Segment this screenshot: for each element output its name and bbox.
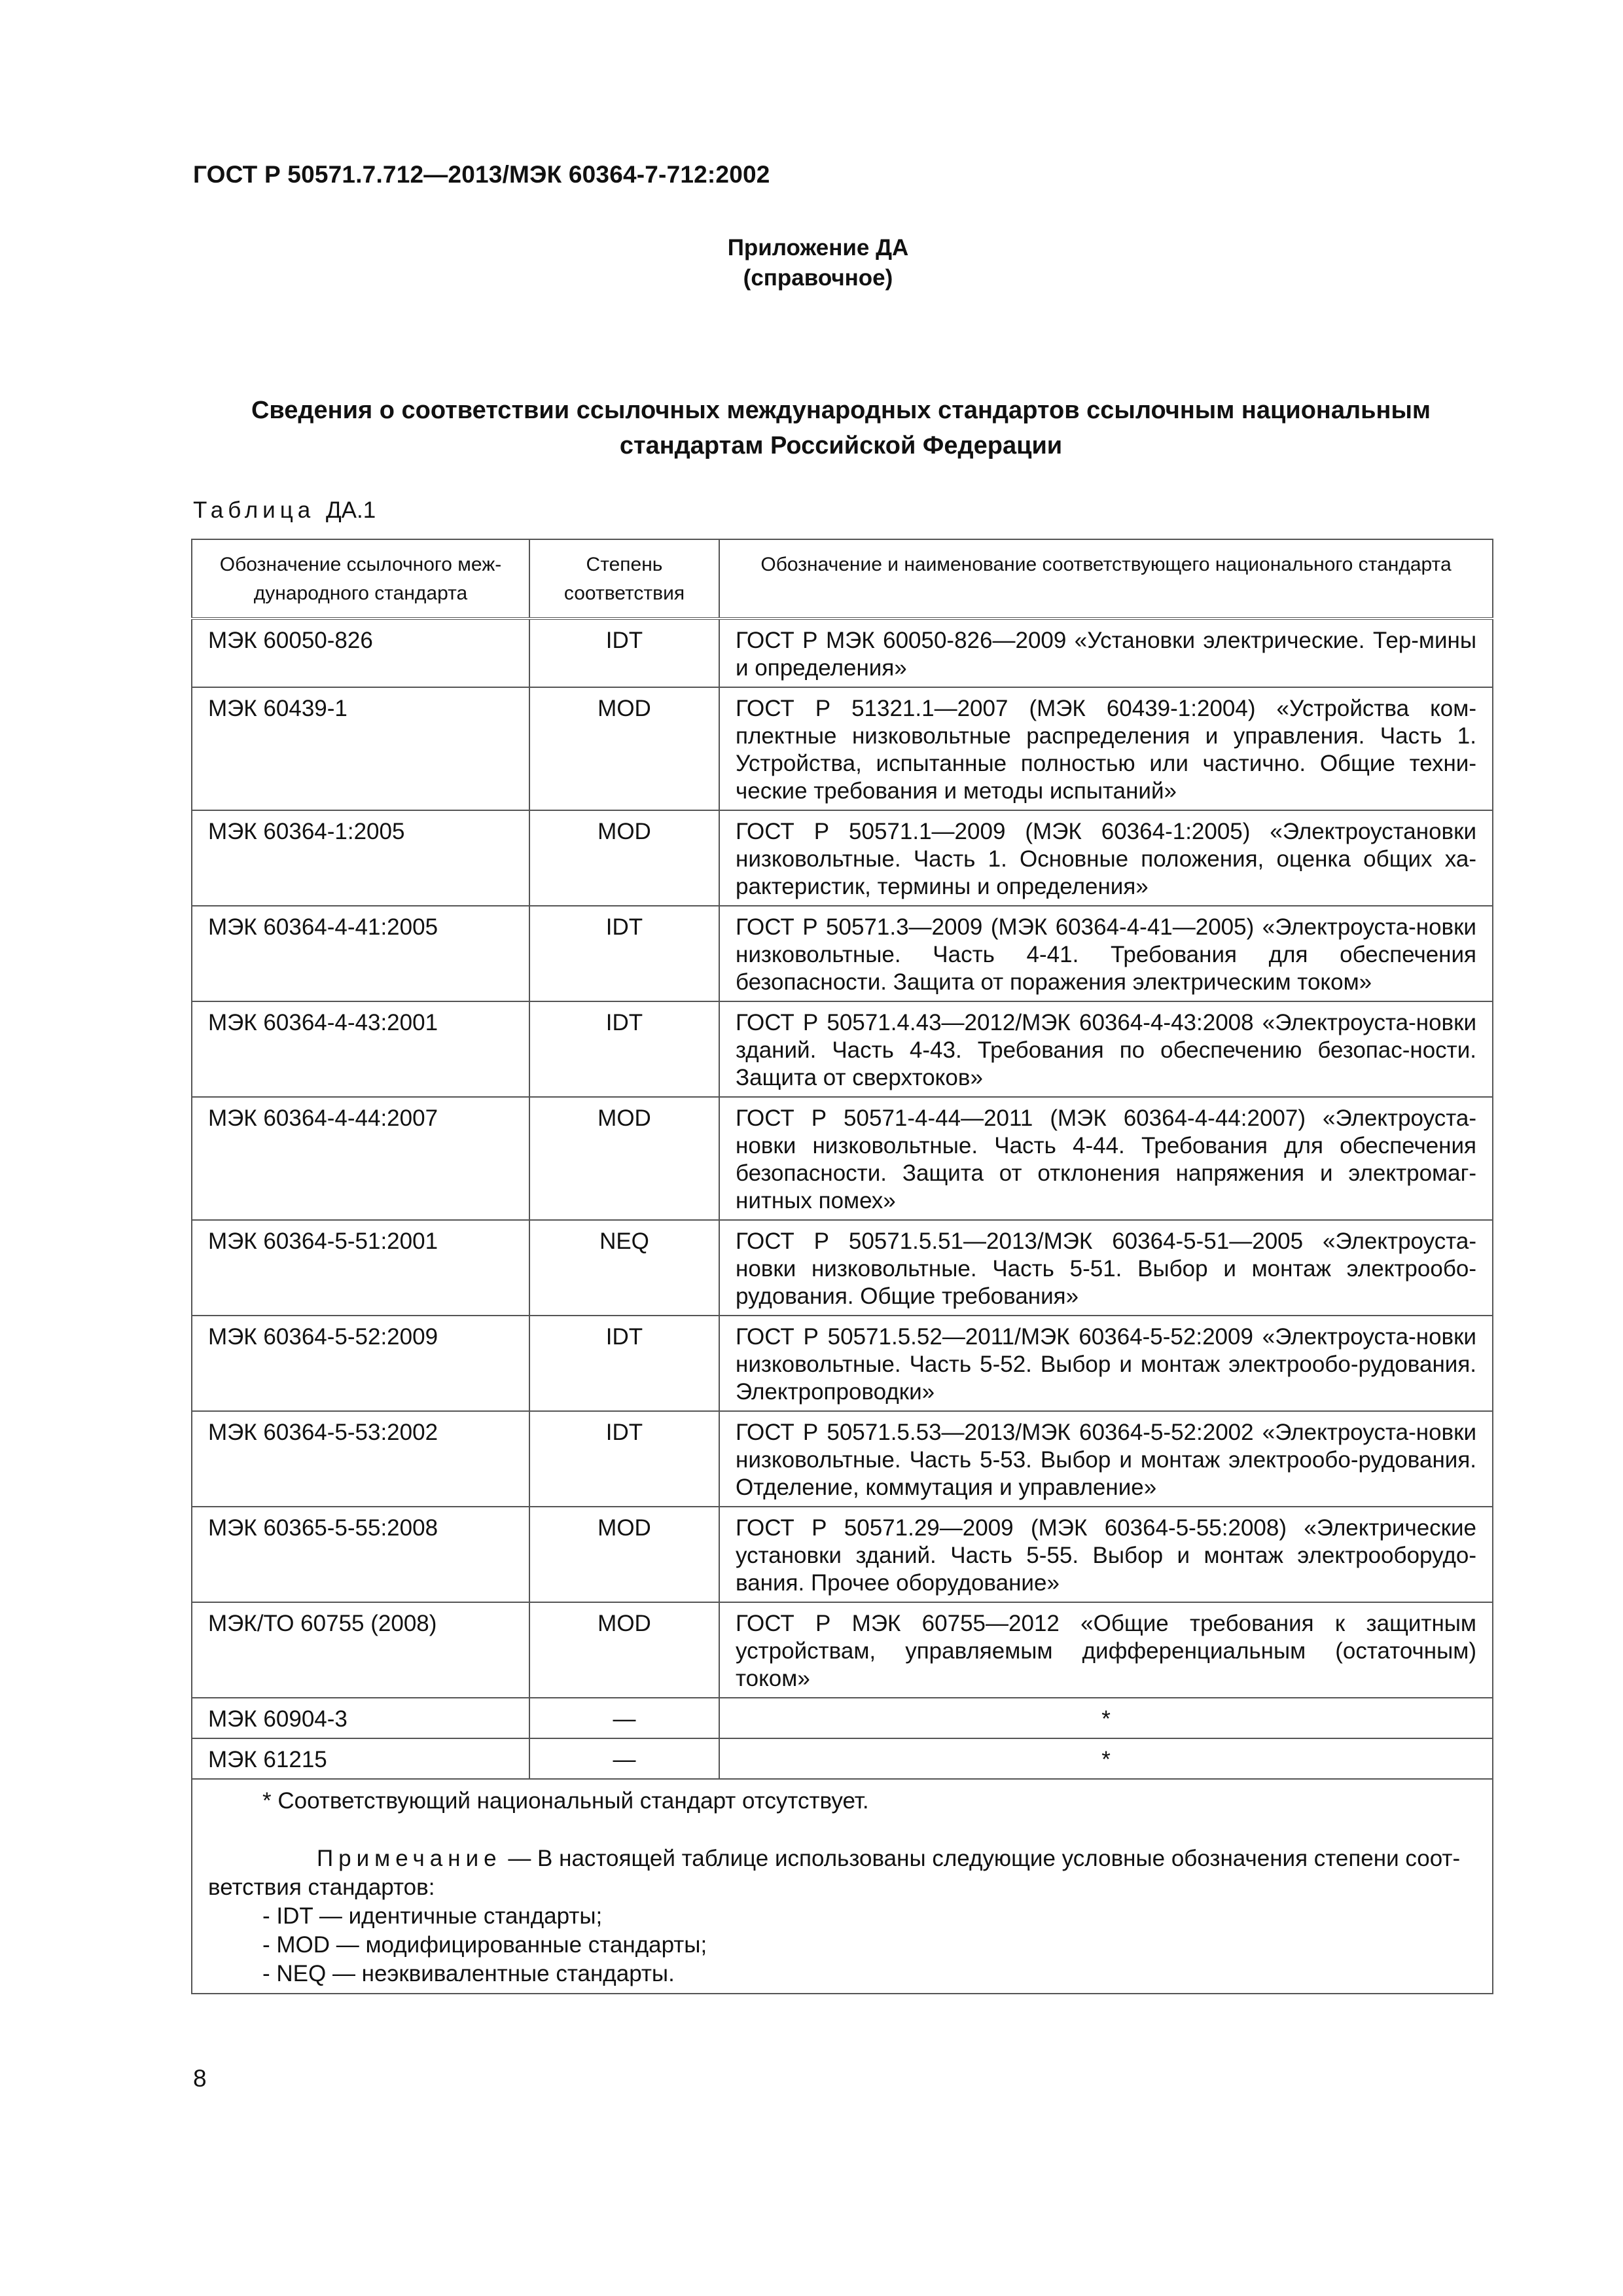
table-row [192, 906, 1493, 1001]
table-row [192, 1411, 1493, 1507]
cell-international: МЭК/ТО 60755 (2008) [192, 1602, 529, 1698]
cell-national: ГОСТ Р 50571.5.51—2013/МЭК 60364-5-51—2005 «Электроуста-новки низковольтные. Часть 5-51. Выбор и монтаж электрообо-рудования. Общие требования» [719, 1220, 1493, 1316]
cell-degree: IDT [529, 619, 719, 687]
cell-degree: — [529, 1738, 719, 1779]
cell-national: * [719, 1698, 1493, 1738]
cell-international: МЭК 60050-826 [192, 619, 529, 687]
appendix-block [654, 233, 982, 293]
cell-national: ГОСТ Р 50571.5.53—2013/МЭК 60364-5-52:2002 «Электроуста-новки низковольтные. Часть 5-53. Выбор и монтаж электрообо-рудования. Отделение, коммутация и управление» [719, 1411, 1493, 1507]
heading-line-2: стандартам Российской Федерации [619, 432, 1063, 459]
header-international-standard: Обозначение ссылочного меж-дународного стандарта [192, 539, 529, 619]
cell-national: ГОСТ Р 50571.1—2009 (МЭК 60364-1:2005) «Электроустановки низковольтные. Часть 1. Основные положения, оценка общих ха-рактеристик, термины и определения» [719, 810, 1493, 906]
cell-international: МЭК 60439-1 [192, 687, 529, 810]
cell-degree: NEQ [529, 1220, 719, 1316]
cell-international: МЭК 60364-5-52:2009 [192, 1316, 529, 1411]
table-header-row [192, 539, 1493, 619]
table-row [192, 1316, 1493, 1411]
cell-national: ГОСТ Р 50571-4-44—2011 (МЭК 60364-4-44:2007) «Электроуста-новки низковольтные. Часть 4-44. Требования для обеспечения безопасности. Защита от отклонения напряжения и электромаг-нитных помех» [719, 1097, 1493, 1220]
table-row [192, 1738, 1493, 1779]
cell-degree: MOD [529, 1602, 719, 1698]
header-degree: Степень соответствия [529, 539, 719, 619]
heading-line-1: Сведения о соответствии ссылочных международных стандартов ссылочным национальным [251, 397, 1431, 424]
table-notes-row [192, 1779, 1493, 1994]
table-notes [192, 1779, 1493, 1994]
table-row [192, 1507, 1493, 1602]
cell-national: ГОСТ Р МЭК 60755—2012 «Общие требования к защитным устройствам, управляемым дифференциальным (остаточным) током» [719, 1602, 1493, 1698]
cell-national: * [719, 1738, 1493, 1779]
table-row [192, 1001, 1493, 1097]
cell-degree: IDT [529, 1411, 719, 1507]
note-item: - NEQ — неэквивалентные стандарты. [262, 1961, 675, 1986]
footnote: * Соответствующий национальный стандарт отсутствует. [262, 1788, 869, 1814]
cell-degree: MOD [529, 810, 719, 906]
table-row [192, 1698, 1493, 1738]
standards-table [191, 539, 1493, 1994]
cell-degree: IDT [529, 1001, 719, 1097]
cell-degree: MOD [529, 1097, 719, 1220]
table-row [192, 687, 1493, 810]
table-caption-number: ДА.1 [325, 497, 376, 523]
table-row [192, 1097, 1493, 1220]
table-caption [193, 497, 376, 524]
table-caption-word: Таблица [193, 497, 315, 523]
table-row [192, 1602, 1493, 1698]
section-heading [190, 393, 1492, 463]
table-row [192, 619, 1493, 687]
appendix-type: (справочное) [743, 265, 893, 291]
cell-international: МЭК 60904-3 [192, 1698, 529, 1738]
cell-international: МЭК 60364-5-53:2002 [192, 1411, 529, 1507]
cell-degree: IDT [529, 1316, 719, 1411]
cell-national: ГОСТ Р 50571.4.43—2012/МЭК 60364-4-43:2008 «Электроуста-новки зданий. Часть 4-43. Требования по обеспечению безопас-ности. Защита от сверхтоков» [719, 1001, 1493, 1097]
note-label: Примечание [317, 1846, 502, 1871]
note-paragraph [208, 1844, 1476, 1902]
cell-national: ГОСТ Р 50571.29—2009 (МЭК 60364-5-55:2008) «Электрические установки зданий. Часть 5-55. Выбор и монтаж электрооборудо-вания. Прочее оборудование» [719, 1507, 1493, 1602]
cell-national: ГОСТ Р МЭК 60050-826—2009 «Установки электрические. Тер-мины и определения» [719, 619, 1493, 687]
note-item: - MOD — модифицированные стандарты; [262, 1932, 707, 1958]
cell-degree: — [529, 1698, 719, 1738]
table-row [192, 1220, 1493, 1316]
cell-degree: MOD [529, 1507, 719, 1602]
header-national-standard: Обозначение и наименование соответствующего национального стандарта [719, 539, 1493, 619]
cell-international: МЭК 60364-4-44:2007 [192, 1097, 529, 1220]
appendix-title: Приложение ДА [727, 235, 909, 260]
cell-national: ГОСТ Р 50571.3—2009 (МЭК 60364-4-41—2005) «Электроуста-новки низковольтные. Часть 4-41. Требования для обеспечения безопасности. Защита от поражения электрическим током» [719, 906, 1493, 1001]
cell-national: ГОСТ Р 51321.1—2007 (МЭК 60439-1:2004) «Устройства ком-плектные низковольтные распределения и управления. Часть 1. Устройства, испытанные полностью или частично. Общие техни-ческие требования и методы испытаний» [719, 687, 1493, 810]
cell-international: МЭК 60365-5-55:2008 [192, 1507, 529, 1602]
table-row [192, 810, 1493, 906]
document-code: ГОСТ Р 50571.7.712—2013/МЭК 60364-7-712:2002 [193, 161, 770, 188]
cell-international: МЭК 61215 [192, 1738, 529, 1779]
page-number: 8 [193, 2065, 207, 2092]
cell-international: МЭК 60364-5-51:2001 [192, 1220, 529, 1316]
cell-international: МЭК 60364-4-41:2005 [192, 906, 529, 1001]
cell-degree: MOD [529, 687, 719, 810]
cell-international: МЭК 60364-4-43:2001 [192, 1001, 529, 1097]
cell-degree: IDT [529, 906, 719, 1001]
note-item: - IDT — идентичные стандарты; [262, 1903, 603, 1929]
note-text: — В настоящей таблице использованы следующие условные обозначения степени соот-ветствия стандартов: [208, 1846, 1461, 1900]
cell-national: ГОСТ Р 50571.5.52—2011/МЭК 60364-5-52:2009 «Электроуста-новки низковольтные. Часть 5-52. Выбор и монтаж электрообо-рудования. Электропроводки» [719, 1316, 1493, 1411]
cell-international: МЭК 60364-1:2005 [192, 810, 529, 906]
